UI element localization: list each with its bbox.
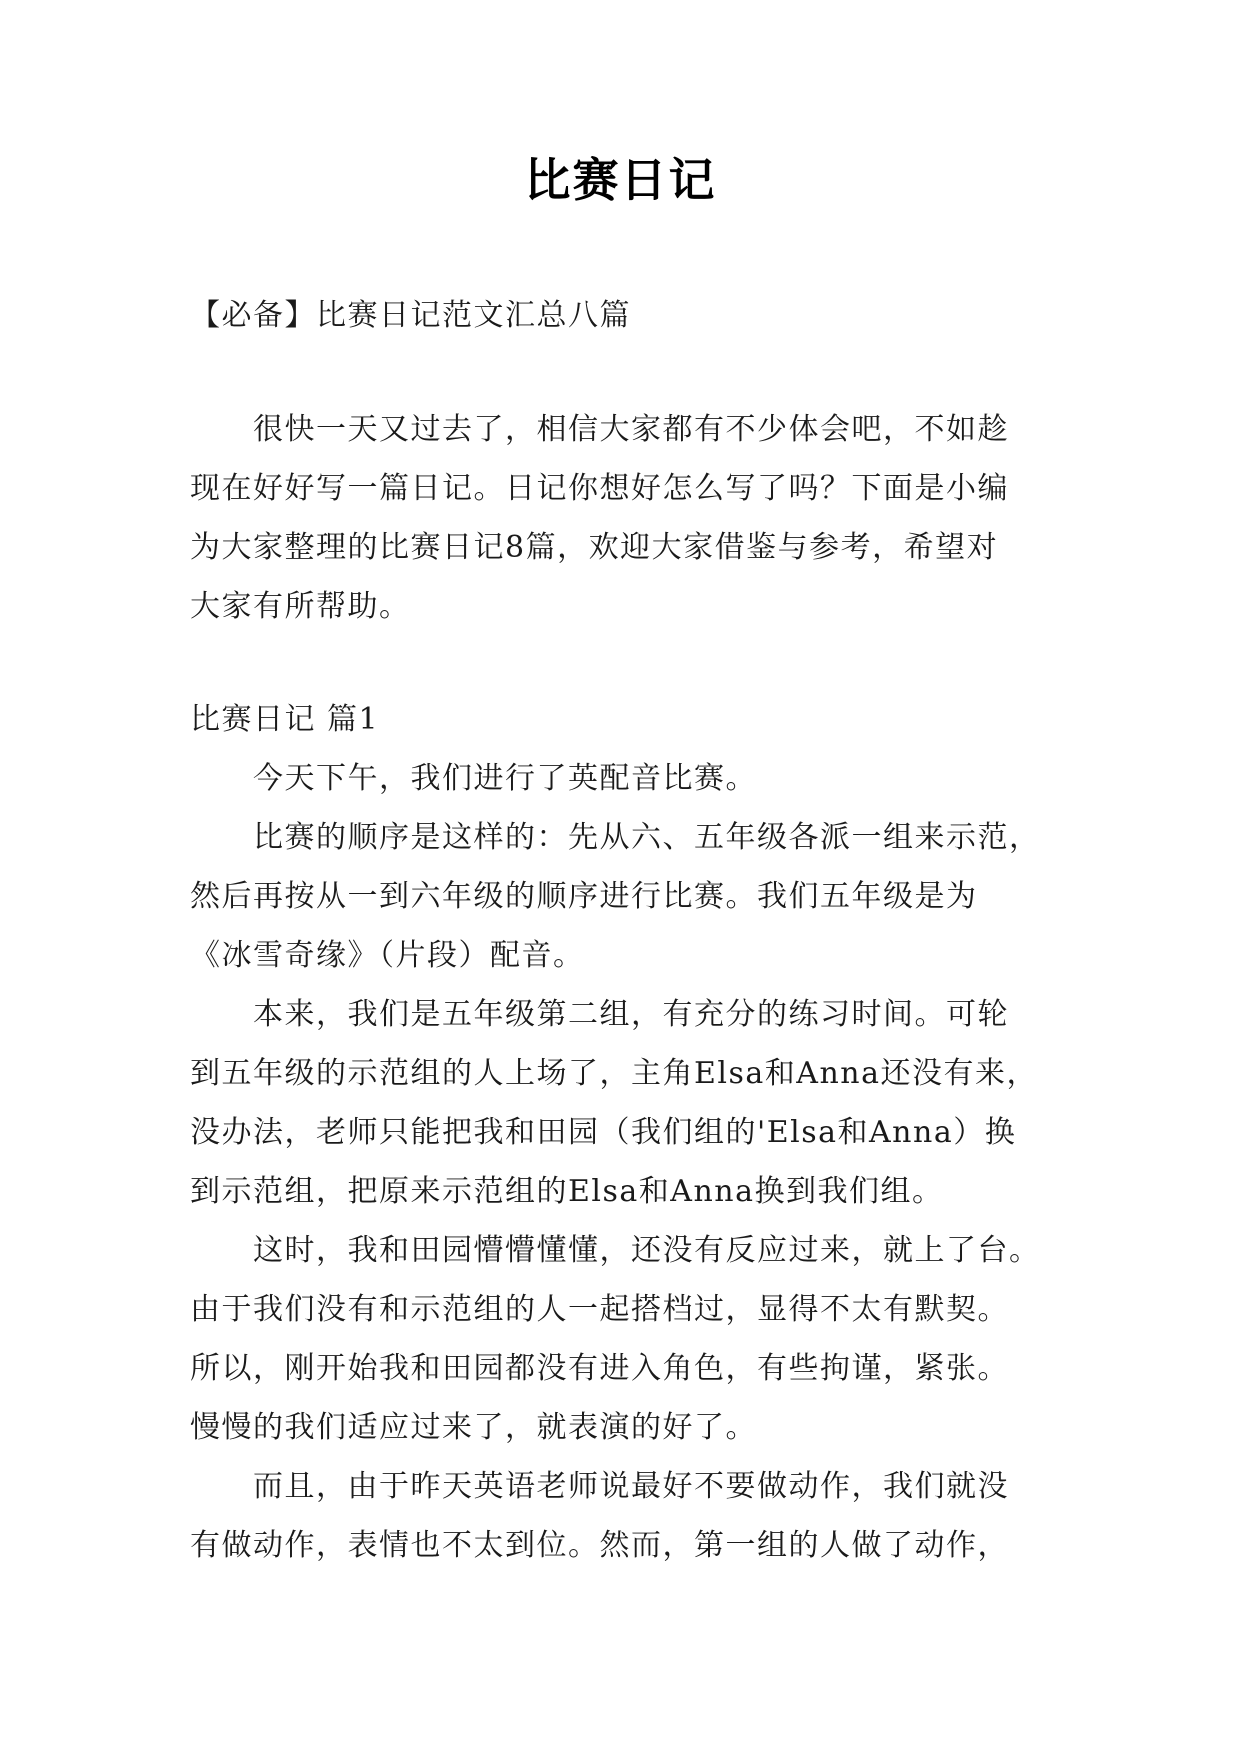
document-title: 比赛日记 bbox=[524, 153, 717, 207]
body-line: 这时，我和田园懵懵懂懂，还没有反应过来，就上了台。 bbox=[190, 1233, 1041, 1268]
body-line: 然后再按从一到六年级的顺序进行比赛。我们五年级是为 bbox=[190, 879, 978, 914]
body-line: 没办法，老师只能把我和田园（我们组的'Elsa和Anna）换 bbox=[190, 1115, 1017, 1150]
intro-paragraph bbox=[190, 400, 1062, 636]
subtitle-line: 【必备】比赛日记范文汇总八篇 bbox=[190, 298, 631, 333]
intro-line: 为大家整理的比赛日记8篇，欢迎大家借鉴与参考，希望对 bbox=[190, 530, 999, 565]
section-heading: 比赛日记 篇1 bbox=[190, 702, 380, 737]
intro-line: 大家有所帮助。 bbox=[190, 589, 411, 624]
body-line: 今天下午，我们进行了英配音比赛。 bbox=[190, 761, 757, 796]
body-line: 到五年级的示范组的人上场了，主角Elsa和Anna还没有来， bbox=[190, 1056, 1038, 1091]
body-line: 所以，刚开始我和田园都没有进入角色，有些拘谨，紧张。 bbox=[190, 1351, 1009, 1386]
body-line: 到示范组，把原来示范组的Elsa和Anna换到我们组。 bbox=[190, 1174, 944, 1209]
body-line: 《冰雪奇缘》（片段）配音。 bbox=[190, 938, 585, 973]
body-line: 而且，由于昨天英语老师说最好不要做动作，我们就没 bbox=[190, 1469, 1009, 1504]
intro-line: 很快一天又过去了，相信大家都有不少体会吧，不如趁 bbox=[190, 412, 1009, 447]
body-line: 比赛的顺序是这样的：先从六、五年级各派一组来示范， bbox=[190, 820, 1041, 855]
body-line: 由于我们没有和示范组的人一起搭档过，显得不太有默契。 bbox=[190, 1292, 1009, 1327]
body-line: 有做动作，表情也不太到位。然而，第一组的人做了动作， bbox=[190, 1528, 1009, 1563]
document-subtitle bbox=[190, 286, 1062, 345]
intro-line: 现在好好写一篇日记。日记你想好怎么写了吗？下面是小编 bbox=[190, 471, 1009, 506]
body-line: 本来，我们是五年级第二组，有充分的练习时间。可轮 bbox=[190, 997, 1009, 1032]
body-line: 慢慢的我们适应过来了，就表演的好了。 bbox=[190, 1410, 757, 1445]
article-body bbox=[190, 690, 1062, 1575]
